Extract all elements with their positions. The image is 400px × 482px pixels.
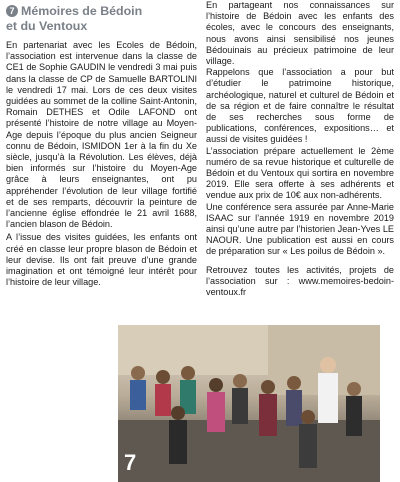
article-number-badge: 7 [6, 5, 18, 17]
right-paragraph-2: Rappelons que l’association a pour but d’étudier le patrimoine historique, archéologique, naturel et culturel de Bédoin et de sa région et de faire connaître le résultat de ses recherches sous forme de publications, conférences, expositions… et aussi de visites guidées ! [206, 67, 394, 145]
right-paragraph-4: Une conférence sera assurée par Anne-Marie ISAAC sur l’année 1919 en novembre 2019 ainsi qu’une autre par l’historien Jean-Yves LE NAOUR. Une publication est aussi en cours de préparation sur « Les poilus de Bédoin ». [206, 201, 394, 257]
title-line-1: Mémoires de Bédoin [21, 4, 143, 18]
group-photo [118, 325, 380, 482]
right-paragraph-3: L’association prépare actuellement le 2ème numéro de sa revue historique et culturelle de Bédoin et du Ventoux qui sortira en novembre 2019. Elle sera offerte à ses adhérents et vendue aux prix de 10€ aux non-adhérents. [206, 145, 394, 201]
left-paragraph-1: En partenariat avec les Ecoles de Bédoin, l’association est intervenue dans la classe de CE1 de Sophie GAUDIN le vendredi 3 mai puis dans la classe de CP de Samuelle BARTOLINI le vendredi 17 mai. Lors de ces deux visites guidées au sommet de la colline Saint-Antonin, Romain DETHES et Odile LAFOND ont présenté l’histoire de notre village au Moyen-Age depuis l’époque du plus ancien Seigneur connu de Bédoin, ISMIDON 1er à la fin du Xe siècle, jusqu’à la Révolution. Les élèves, déjà bien informés sur l’histoire du Moyen-Age grâce à leurs enseignantes, ont pu appréhender l’évolution de leur village fortifié et de ses remparts, découvrir la peinture de l’ancienne église effondrée le 21 avril 1688, l’ancien blason de Bédoin. [6, 40, 197, 230]
left-column [6, 0, 197, 288]
right-paragraph-5: Retrouvez toutes les activités, projets de l’association sur : www.memoires-bedoin-ventoux.fr [206, 264, 394, 298]
article-title [6, 4, 197, 33]
photo-number: 7 [124, 450, 137, 475]
title-line-2: et du Ventoux [6, 18, 88, 33]
photo-illustration [118, 325, 380, 482]
right-column [206, 0, 394, 298]
right-paragraph-1: En partageant nos connaissances sur l’histoire de Bédoin avec les enfants des écoles, avec le concours des enseignants, nous avons ainsi sensibilisé nos jeunes Bédouinais au précieux patrimoine de leur village. [206, 0, 394, 67]
left-paragraph-2: A l’issue des visites guidées, les enfants ont créé en classe leur propre blason de Bédoin et leur devise. Ils ont fait preuve d’une grande imagination et ont témoigné leur intérêt pour l’histoire de leur village. [6, 232, 197, 288]
